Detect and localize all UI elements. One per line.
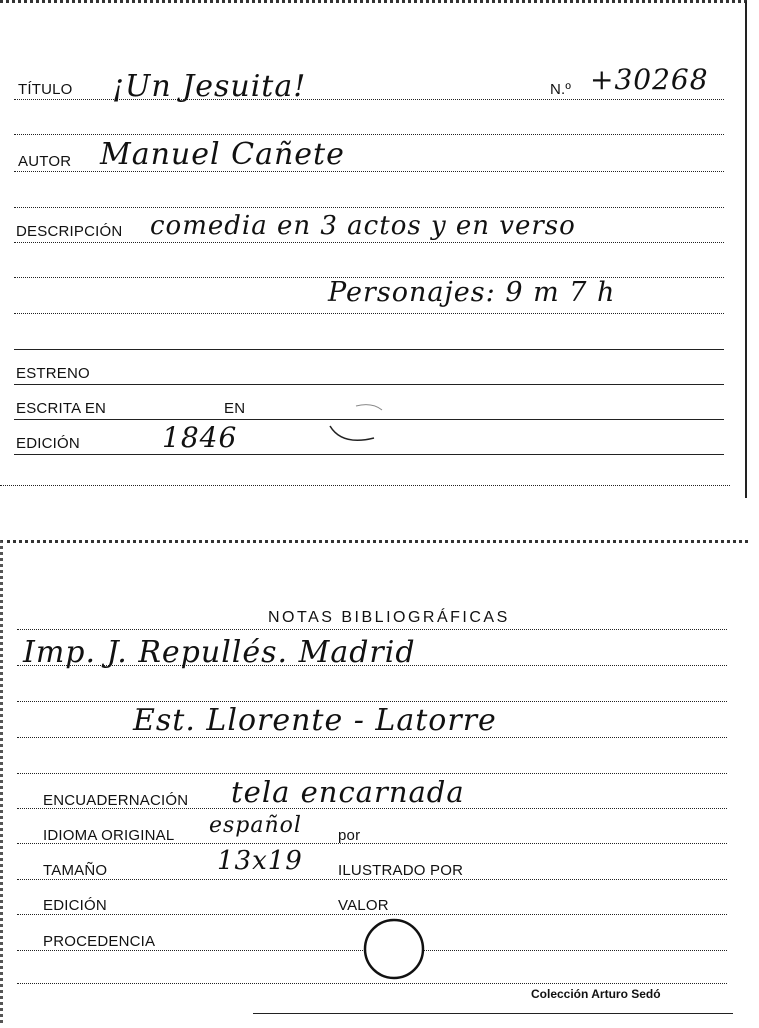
- rule-tamano: [17, 879, 727, 880]
- rule-1: [14, 134, 724, 135]
- note-line-2: Est. Llorente - Latorre: [133, 703, 497, 738]
- rule-4: [14, 313, 724, 314]
- value-edicion: 1846: [162, 421, 238, 454]
- label-idioma-original: IDIOMA ORIGINAL: [43, 827, 175, 844]
- rule-notes-4: [17, 773, 727, 774]
- label-descripcion: DESCRIPCIÓN: [16, 223, 123, 240]
- label-numero: N.º: [550, 81, 572, 98]
- value-idioma-original: español: [209, 813, 302, 838]
- punch-hole-circle: [361, 917, 427, 983]
- rule-heading: [17, 629, 727, 630]
- label-edicion: EDICIÓN: [16, 435, 80, 452]
- punch-hole-mark: [320, 398, 390, 448]
- rule-notes-2: [17, 701, 727, 702]
- rule-bottom-back: [253, 1013, 733, 1014]
- label-estreno: ESTRENO: [16, 365, 90, 382]
- rule-bottom: [0, 485, 730, 486]
- label-encuadernacion: ENCUADERNACIÓN: [43, 792, 189, 809]
- label-ilustrado-por: ILUSTRADO POR: [338, 862, 464, 879]
- label-valor: VALOR: [338, 897, 389, 914]
- label-autor: AUTOR: [18, 153, 72, 170]
- label-edicion-back: EDICIÓN: [43, 897, 107, 914]
- value-titulo: ¡Un Jesuita!: [112, 69, 307, 104]
- value-personajes: Personajes: 9 m 7 h: [328, 277, 616, 308]
- notes-heading: NOTAS BIBLIOGRÁFICAS: [268, 609, 510, 626]
- note-line-1: Imp. J. Repullés. Madrid: [23, 635, 416, 670]
- label-procedencia: PROCEDENCIA: [43, 933, 156, 950]
- rule-estreno: [14, 384, 724, 385]
- value-tamano: 13x19: [217, 846, 303, 876]
- label-escrita-en: ESCRITA EN: [16, 400, 107, 417]
- value-descripcion: comedia en 3 actos y en verso: [150, 211, 576, 241]
- rule-edicion: [14, 454, 724, 455]
- rule-2: [14, 207, 724, 208]
- rule-edicion-back: [17, 914, 727, 915]
- rule-descripcion: [14, 242, 724, 243]
- label-tamano: TAMAÑO: [43, 862, 108, 879]
- catalog-card-front: [0, 0, 747, 498]
- value-numero: +30268: [590, 63, 709, 96]
- label-titulo: TÍTULO: [18, 81, 73, 98]
- label-por: por: [338, 827, 361, 844]
- rule-5: [14, 349, 724, 350]
- rule-last: [17, 983, 727, 984]
- value-encuadernacion: tela encarnada: [231, 775, 465, 809]
- value-autor: Manuel Cañete: [100, 137, 345, 172]
- catalog-card-back: [0, 540, 748, 1023]
- label-en: EN: [224, 400, 246, 417]
- collection-stamp: Colección Arturo Sedó: [531, 987, 661, 1001]
